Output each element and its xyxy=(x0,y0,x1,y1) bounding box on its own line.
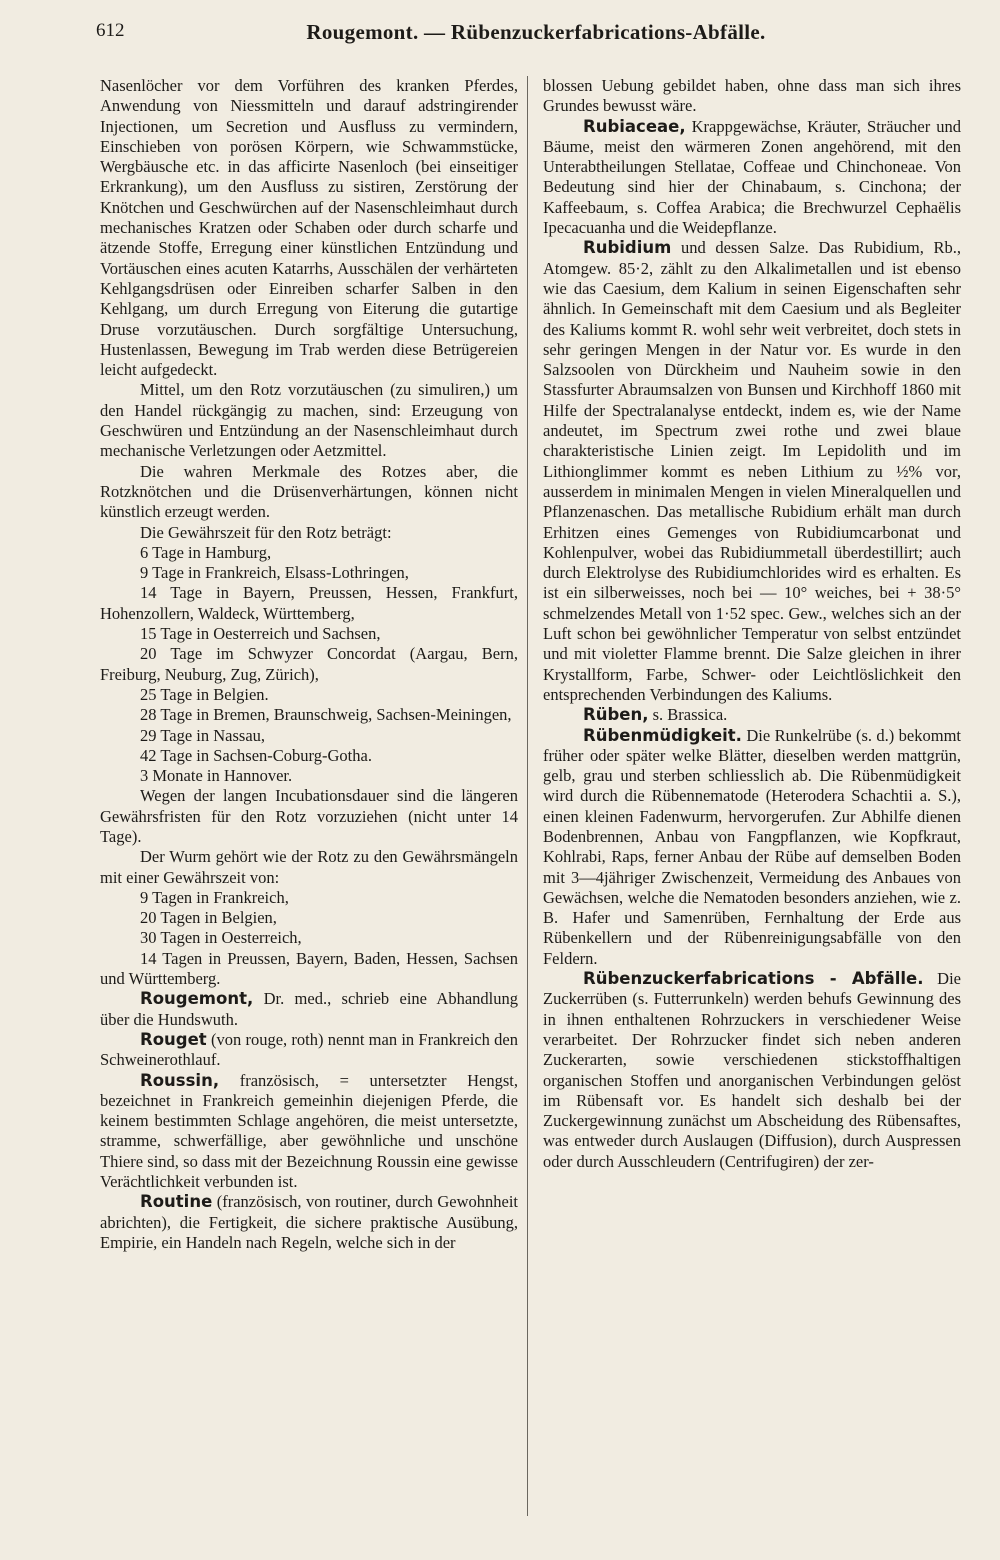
wurm-warranty-list xyxy=(100,888,518,989)
entry-text: s. Brassica. xyxy=(648,705,728,725)
entry-headword: Rouget xyxy=(140,1029,207,1049)
entry-rougemont xyxy=(100,989,518,1030)
list-item: 20 Tage im Schwyzer Concordat (Aargau, Bern, Freiburg, Neuburg, Zug, Zürich), xyxy=(100,644,518,684)
list-item: 14 Tagen in Preussen, Bayern, Baden, Hessen, Sachsen und Württemberg. xyxy=(100,948,518,989)
paragraph: Nasenlöcher vor dem Vorführen des kranken Pferdes, Anwendung von Niessmitteln und darauf adstringirender Injectionen, um Secretion und Ausfluss zu vermindern, Einschieben von porösen Körpern, wie Schwammstücke, Wergbäusche etc. in das afficirte Nasenloch (bei einseitiger Erkrankung), um den Ausfluss zu sistiren, Zerstörung der Knötchen und Geschwürchen auf der Nasenschleimhaut durch mechanisches Kratzen oder Schaben oder durch scharfe und ätzende Stoffe, Erregung einer künstlichen Entzündung und Vortäuschen eines acuten Katarrhs, Ausschälen der verhärteten Kehlgangsdrüsen oder Einreiben scharfer Salben in den Kehlgang, um durch Erregung von Eiterung die gutartige Druse vorzutäuschen. Durch sorgfältige Untersuchung, Hustenlassen, Bewegung im Trab werden diese Betrügereien leicht aufgedeckt. xyxy=(100,76,518,380)
entry-text: Die Runkelrübe (s. d.) bekommt früher oder später welke Blätter, dieselben werden mattgrün, gelb, grau und sterben schliesslich ab. Die Rübenmüdigkeit wird durch die Rübennematode (Heterodera Schachtii a. S.), einen kleinen Fadenwurm, hervorgerufen. Zur Abhilfe dienen Bodenbrennen, Anbau von Fangpflanzen, wie Kopfkraut, Kohlrabi, Raps, ferner Anbau der Rübe auf demselben Boden mit 3—4jähriger Zwischenzeit, Vermeidung des Anbaues von Gewächsen, welche die Nematoden besonders anziehen, wie z. B. Hafer und Samenrüben, Fernhaltung der Erde aus Rübenkellern und der Rübenreinigungsabfälle von den Feldern. xyxy=(543,725,961,968)
entry-routine xyxy=(100,1192,518,1253)
entry-rouget xyxy=(100,1030,518,1071)
list-item: 9 Tage in Frankreich, Elsass-Lothringen, xyxy=(140,563,409,583)
entry-text: (von rouge, roth) nennt man in Frankreich den Schweinerothlauf. xyxy=(100,1029,518,1070)
list-item: 3 Monate in Hannover. xyxy=(140,766,293,786)
paragraph: blossen Uebung gebildet haben, ohne dass man sich ihres Grundes bewusst wäre. xyxy=(543,76,961,116)
list-item: 15 Tage in Oesterreich und Sachsen, xyxy=(140,624,381,644)
entry-roussin xyxy=(100,1071,518,1193)
entry-headword: Rubidium xyxy=(583,238,672,258)
entry-headword: Rüben, xyxy=(583,705,649,725)
list-item: 6 Tage in Hamburg, xyxy=(140,542,272,562)
entry-headword: Roussin, xyxy=(140,1070,220,1090)
entry-headword: Routine xyxy=(140,1192,213,1212)
entry-text: Krappgewächse, Kräuter, Sträucher und Bäume, meist den wärmeren Zonen angehörend, mit den Unterabtheilungen Stellatae, Coffeae und Chinchoneae. Von Bedeutung sind hier der Chinabaum, s. Cinchona; der Kaffeebaum, s. Coffea Arabica; die Brechwurzel Cephaëlis Ipecacuanha und die Weidepflanze. xyxy=(543,116,961,238)
entry-ruebenmuedigkeit xyxy=(543,726,961,970)
rotz-warranty-list xyxy=(100,543,518,787)
entry-headword: Rubiaceae, xyxy=(583,116,686,136)
entry-text: französisch, = untersetzter Hengst, bezeichnet in Frankreich gemeinhin diejenigen Pferde, die keinem bestimmten Schlage angehören, die meist untersetzte, stramme, schwerfällige, aber gewöhnliche und unschöne Thiere sind, so dass mit der Bezeichnung Roussin eine gewisse Verächtlichkeit verbunden ist. xyxy=(100,1070,518,1192)
left-column xyxy=(100,76,518,1253)
paragraph: Die wahren Merkmale des Rotzes aber, die Rotzknötchen und die Drüsenverhärtungen, können nicht künstlich erzeugt werden. xyxy=(100,461,518,522)
entry-text: Die Zuckerrüben (s. Futterrunkeln) werden behufs Gewinnung des in ihnen enthaltenen Rohrzuckers in verschiedener Weise verarbeitet. Der Rohrzucker findet sich neben anderen Zuckerarten, sowie verschiedenen stickstoffhaltigen organischen Stoffen und anorganischen Verbindungen gelöst im Rübensaft vor. Es handelt sich deshalb bei der Zuckergewinnung zunächst um Abscheidung des Rübensaftes, was entweder durch Auslaugen (Diffusion), durch Auspressen oder durch Ausschleudern (Centrifugiren) der zer- xyxy=(543,969,962,1171)
list-item: 20 Tagen in Belgien, xyxy=(140,908,277,928)
entry-headword: Rübenmüdigkeit. xyxy=(583,725,742,745)
entry-text: (französisch, von routiner, durch Gewohnheit abrichten), die Fertigkeit, die sichere praktische Ausübung, Empirie, ein Handeln nach Regeln, welche sich in der xyxy=(100,1192,518,1252)
list-item: 30 Tagen in Oesterreich, xyxy=(140,928,302,948)
entry-headword: Rübenzuckerfabrications - Abfälle. xyxy=(583,969,924,989)
entry-text: und dessen Salze. Das Rubidium, Rb., Atomgew. 85·2, zählt zu den Alkalimetallen und ist ebenso wie das Caesium, dem Kalium in seinen Eigenschaften sehr ähnlich. In Gemeinschaft mit dem Caesium und als Begleiter des Kaliums kommt R. wohl sehr weit verbreitet, doch stets in sehr geringen Mengen in der Natur vor. Es wurde in den Salzsoolen von Dürckheim und Nauheim sowie in den Stassfurter Abraumsalzen von Bunsen und Kirchhoff 1860 mit Hilfe der Spectralanalyse entdeckt, indem es, wie der Name andeutet, im Spectrum zwei rothe und zwei blaue charakteristische Linien zeigt. Im Lepidolith und im Lithionglimmer kommt es neben Lithium zu ½% vor, ausserdem in minimalen Mengen in vielen Mineralquellen und Pflanzenaschen. Das metallische Rubidium erhält man durch Erhitzen eines Gemenges von Rubidiumcarbonat und Kohlenpulver, wobei das Rubidiummetall überdestillirt; auch durch Elektrolyse des Rubidiumchlorides wird es erhalten. Es ist ein silberweisses, noch bei — 10° weiches, bei + 38·5° schmelzendes Metall von 1·52 spec. Gew., welches sich an der Luft schon bei gewöhnlicher Temperatur von selbst entzündet und mit violetter Flamme brennt. Die Salze gleichen in ihrer Krystallform, Farbe, Schwer- oder Leichtlöslichkeit den entsprechenden Verbindungen des Kaliums. xyxy=(543,238,961,704)
list-item: 25 Tage in Belgien. xyxy=(140,684,269,704)
right-column xyxy=(543,76,961,1172)
page-number: 612 xyxy=(96,20,125,41)
list-item: 42 Tage in Sachsen-Coburg-Gotha. xyxy=(140,745,372,765)
entry-ruebenzucker xyxy=(543,969,961,1172)
paragraph: Die Gewährszeit für den Rotz beträgt: xyxy=(140,522,392,542)
paragraph: Mittel, um den Rotz vorzutäuschen (zu simuliren,) um den Handel rückgängig zu machen, sind: Erzeugung von Geschwüren und Entzündung an der Nasenschleimhaut durch mechanische Verletzungen oder Aetzmittel. xyxy=(100,380,518,461)
entry-rubiaceae xyxy=(543,117,961,239)
list-item: 29 Tage in Nassau, xyxy=(140,725,266,745)
running-header xyxy=(96,16,976,52)
entry-headword: Rougemont, xyxy=(140,989,254,1009)
entry-text: Dr. med., schrieb eine Abhandlung über die Hundswuth. xyxy=(100,989,518,1029)
paragraph: Wegen der langen Incubationsdauer sind die längeren Gewährsfristen für den Rotz vorzuziehen (nicht unter 14 Tage). xyxy=(100,786,518,846)
entry-rueben xyxy=(543,705,961,725)
list-item: 28 Tage in Bremen, Braunschweig, Sachsen-Meiningen, xyxy=(140,705,512,725)
list-item: 9 Tagen in Frankreich, xyxy=(140,887,289,907)
column-divider xyxy=(527,76,528,1516)
list-item: 14 Tage in Bayern, Preussen, Hessen, Frankfurt, Hohenzollern, Waldeck, Württemberg, xyxy=(100,583,518,623)
entry-rubidium xyxy=(543,238,961,705)
paragraph: Der Wurm gehört wie der Rotz zu den Gewährsmängeln mit einer Gewährszeit von: xyxy=(100,847,518,887)
running-title: Rougemont. — Rübenzuckerfabrications-Abfälle. xyxy=(306,20,766,44)
